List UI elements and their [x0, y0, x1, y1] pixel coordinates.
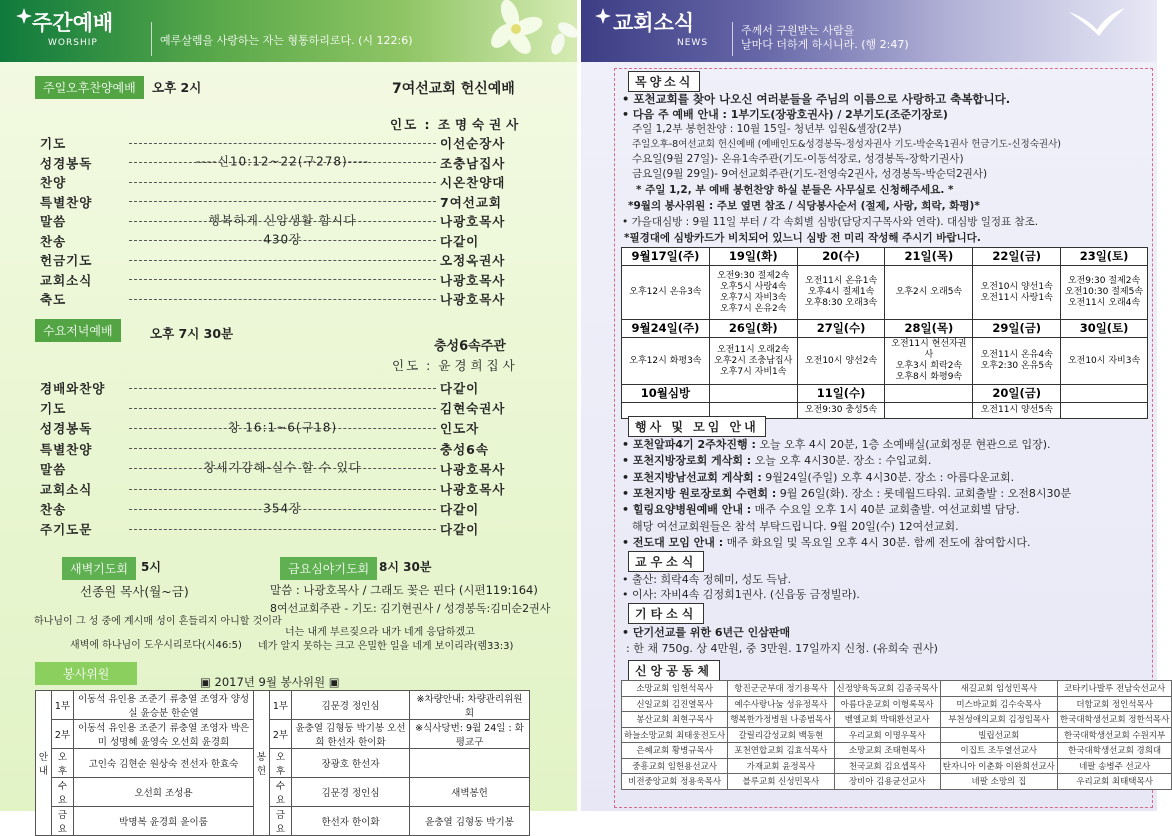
divider [151, 22, 152, 56]
community-cell: 빌립선교회 [940, 727, 1057, 743]
community-cell: 한국대학생선교회 경희대 [1057, 743, 1171, 759]
event-text: 매주 수요일 오후 1시 40분 교회출발. 여선교회별 담당. [751, 503, 1020, 517]
pastor-line-3: 주일 1,2부 봉헌찬양 : 10월 15일- 청년부 임원&셀장(2부) [632, 123, 902, 135]
schedule-cell [1061, 403, 1148, 419]
vol-slot: 수요 [270, 778, 292, 807]
divider [732, 22, 733, 56]
community-cell: 가재교회 윤정목사 [728, 758, 834, 774]
community-cell: 네팔 송병주 선교사 [1057, 758, 1171, 774]
community-table [621, 680, 1172, 790]
order-row [40, 398, 528, 418]
community-cell: 우리교회 이명우목사 [834, 727, 940, 743]
schedule-cell: 오후2시 오래5속 [885, 266, 973, 320]
verse-line-2: 날마다 더하게 하시니라. (행 2:47) [741, 38, 909, 51]
community-cell: 은혜교회 황병규목사 [622, 743, 728, 759]
schedule-cell: 오전11시 오래2속 오후2시 조충남집사 오후7시 자비1속 [709, 338, 797, 385]
order-item: 경배와찬양 [40, 381, 106, 396]
star-icon [16, 8, 32, 24]
order-detail: 354장 [263, 501, 302, 516]
dotted-leader [129, 460, 436, 475]
order-item: 기도 [40, 401, 67, 417]
community-cell: 벧엘교회 박태환선교사 [834, 712, 940, 728]
order-person: 오정옥권사 [440, 253, 506, 268]
dotted-leader [129, 232, 436, 247]
schedule-cell: 오후12시 화평3속 [622, 338, 710, 385]
order-item: 찬송 [40, 502, 67, 518]
event-item [622, 501, 1020, 517]
order-row [40, 172, 528, 192]
schedule-cell: 오전9:30 절제2속 오후5시 사랑4속 오후7시 자비3속 오후7시 온유2속 [709, 266, 797, 320]
pastor-line-7: * 주일 1,2, 부 예배 봉헌찬양 하실 분들은 사무실로 신청해주세요. * [636, 184, 954, 196]
event-text: 9월24일(주일) 오후 4시30분. 장소 : 아름다운교회. [761, 470, 1015, 484]
news-title: 교회소식 [613, 11, 695, 35]
vol-names: 이동석 유인용 조준기 류충열 조영자 양성실 윤승분 한순열 [74, 691, 254, 720]
volunteer-row [36, 720, 530, 749]
schedule-cell [885, 403, 973, 419]
community-cell: 우리교회 최태택목사 [1057, 774, 1171, 790]
schedule-cell: 11일(수) [797, 385, 885, 403]
leader-name: 조명숙권사 [437, 117, 524, 132]
wednesday-service-title: 충성6속주관 [434, 339, 506, 354]
order-row [40, 133, 528, 153]
dawn-verse-2: 새벽에 하나님이 도우시리로다(시46:5) [70, 640, 242, 651]
header-verse [741, 24, 909, 52]
schedule-cell: 오전10시 자비3속 [1061, 338, 1148, 385]
worship-header [0, 0, 577, 62]
vol-notes: 새벽봉헌 [410, 778, 530, 807]
community-row [622, 743, 1172, 759]
vol-names: 이동석 유인용 조준기 류충열 조영자 박은미 성명혜 윤영숙 오선희 윤경희 [74, 720, 254, 749]
dotted-leader [129, 489, 436, 490]
schedule-row [622, 266, 1148, 320]
vol-slot: 수요 [52, 778, 74, 807]
order-row [40, 231, 528, 251]
members-title: 교우소식 [628, 551, 704, 572]
schedule-row [622, 338, 1148, 385]
sunday-service-badge: 주일오후찬양예배 [35, 76, 144, 99]
wednesday-leader [392, 356, 519, 374]
event-item [622, 452, 931, 468]
event-item [622, 469, 1014, 485]
schedule-cell: 오전11시 양선5속 [973, 403, 1061, 419]
order-row [40, 479, 528, 499]
schedule-cell: 21일(목) [885, 248, 973, 266]
order-item: 찬양 [40, 175, 67, 190]
vol-names: 박명복 윤경희 윤이룸 [74, 807, 254, 836]
community-row [622, 712, 1172, 728]
schedule-cell: 20일(금) [973, 385, 1061, 403]
order-person: 이선순장사 [440, 136, 506, 151]
community-cell: 이집트 조두열선교사 [940, 743, 1057, 759]
offering-label: 봉헌 [254, 691, 270, 836]
schedule-cell: 28일(목) [885, 320, 973, 338]
event-item [622, 436, 1051, 452]
schedule-cell: 27일(수) [797, 320, 885, 338]
order-person: 나광호목사 [440, 461, 506, 477]
community-cell: 장비아 김용균선교사 [834, 774, 940, 790]
volunteer-row [36, 807, 530, 836]
vol-notes [410, 749, 530, 778]
vol-names: 장광호 한선자 [292, 749, 410, 778]
schedule-cell: 오전9:30 절제2속 오전10:30 절제5속 오전11시 오래4속 [1061, 266, 1148, 320]
order-person: 7여선교회 [440, 194, 502, 210]
sunday-service-title: 7여선교회 헌신예배 [392, 81, 515, 97]
community-cell: 코타키나발루 전남숙선교사 [1057, 681, 1171, 697]
vol-slot: 1부 [270, 691, 292, 720]
order-row [40, 153, 528, 173]
vol-slot: 2부 [270, 720, 292, 749]
volunteer-row [36, 691, 530, 720]
order-row [40, 439, 528, 459]
members-line-1: • 출산: 희락4속 정혜미, 성도 득남. [622, 573, 792, 586]
order-person: 인도자 [440, 421, 480, 437]
events-title: 행사 및 모임 안내 [628, 416, 766, 437]
order-row [40, 499, 528, 519]
community-cell: 하늘소망교회 최태웅전도사 [622, 727, 728, 743]
event-label: • 전도대 모임 안내 : [622, 535, 724, 549]
vol-slot: 1부 [52, 691, 74, 720]
vol-slot: 오후 [270, 749, 292, 778]
community-cell: 봉산교회 최현구목사 [622, 712, 728, 728]
other-news-title: 기타소식 [628, 603, 704, 624]
order-detail: 창 16:1~6(구18) [227, 420, 338, 435]
community-cell: 새길교회 임성민목사 [940, 681, 1057, 697]
schedule-cell [885, 385, 973, 403]
order-row [40, 250, 528, 270]
order-row [40, 378, 528, 398]
schedule-cell: 오전9:30 충성5속 [797, 403, 885, 419]
schedule-cell: 오전10시 양선2속 [797, 338, 885, 385]
community-cell: 한국대학생선교회 정한석목사 [1057, 712, 1171, 728]
order-row [40, 519, 528, 539]
pastor-line-6: 금요일(9월 29일)- 9여선교회주관(기도-전영숙2권사, 성경봉독-박순덕2권사) [632, 168, 988, 180]
community-row [622, 696, 1172, 712]
other-line-2: : 한 채 750g. 상 4만원, 중 3만원. 17일까지 신청. (유희숙 권사) [626, 642, 938, 655]
community-cell: 갈릴리감성교회 백동현 [728, 727, 834, 743]
order-item: 교회소식 [40, 482, 93, 497]
volunteers-badge: 봉사위원 [35, 662, 137, 685]
volunteer-row [36, 778, 530, 807]
leader-name: 윤경희집사 [438, 358, 519, 373]
dawn-prayer-time: 5시 [141, 560, 161, 574]
order-item: 특별찬양 [40, 441, 93, 457]
order-person: 다같이 [440, 502, 480, 518]
community-cell: 부천성애의교회 김정임목사 [940, 712, 1057, 728]
event-label: • 힐링요양병원예배 안내 : [622, 503, 752, 517]
dotted-leader [129, 388, 436, 389]
schedule-cell: 오전10시 양선1속 오전11시 사랑1속 [973, 266, 1061, 320]
order-person: 나광호목사 [440, 482, 506, 497]
order-detail: 창세기강해-실수 할 수 있다 [203, 460, 362, 475]
dotted-leader [129, 501, 436, 516]
order-row [40, 211, 528, 231]
friday-prayer-time: 8시 30분 [379, 560, 432, 574]
schedule-row [622, 320, 1148, 338]
community-cell: 블루교회 신성민목사 [728, 774, 834, 790]
schedule-cell: 오전11시 현선자권사 오후3시 희락2속 오후8시 화평9속 [885, 338, 973, 385]
community-cell: 소망교회 임헌석목사 [622, 681, 728, 697]
pastor-line-4: 주일오후-8여선교회 헌신예배 (예배인도&성경봉독-정성자권사 기도-박순옥1권사 헌금기도-신정숙권사) [632, 139, 1061, 150]
event-item [622, 534, 1031, 550]
vol-slot: 2부 [52, 720, 74, 749]
vol-slot: 금요 [270, 807, 292, 836]
worship-page [0, 0, 577, 835]
friday-prayer-badge: 금요심야기도회 [280, 557, 377, 580]
verse-line-1: 주께서 구원받는 사람을 [741, 24, 855, 37]
wednesday-service-badge: 수요저녁예배 [35, 319, 121, 342]
event-label: • 포천지방 원로장로회 수련회 : [622, 486, 777, 500]
community-row [622, 727, 1172, 743]
event-text: 오늘 오후 4시30분. 장소 : 수입교회. [751, 454, 932, 468]
dotted-leader [129, 420, 436, 435]
schedule-cell: 26일(화) [709, 320, 797, 338]
order-item: 찬송 [40, 233, 67, 249]
community-row [622, 758, 1172, 774]
order-row [40, 459, 528, 479]
order-person: 김현숙권사 [440, 401, 506, 417]
vol-notes: ※차량안내: 차량관리위원회 [410, 691, 530, 720]
schedule-cell: 오전11시 온유1속 오후4시 절제1속 오후8:30 오래3속 [797, 266, 885, 320]
order-item: 특별찬양 [40, 194, 93, 210]
event-item [632, 518, 959, 534]
pastor-line-5: 수요일(9월 27일)- 온유1속주관(기도-이동석장로, 성경봉독-장학기권사) [632, 153, 964, 165]
pastor-line-9: • 가을대심방 : 9월 11일 부터 / 각 속회별 심방(담당지구목사와 연락). 대심방 일정표 참조. [622, 216, 1039, 228]
news-subtitle: NEWS [677, 38, 709, 48]
vol-notes: ※식사당번: 9월 24일 : 화평교구 [410, 720, 530, 749]
community-cell: 포천연합교회 김효석목사 [728, 743, 834, 759]
dotted-leader [129, 299, 436, 300]
order-detail: ----신10:12~22(구278)---- [196, 154, 369, 169]
friday-verse-2: 네가 알지 못하는 크고 은밀한 일을 네게 보이리라(렘33:3) [258, 641, 514, 652]
order-person: 다같이 [440, 233, 480, 249]
header-verse: 예루살렘을 사랑하는 자는 형통하리로다. (시 122:6) [160, 34, 413, 47]
community-title: 신앙공동체 [628, 660, 720, 681]
community-cell: 신일교회 김진열목사 [622, 696, 728, 712]
community-cell: 네팔 소망의 집 [940, 774, 1057, 790]
wednesday-service-time: 오후 7시 30분 [150, 326, 234, 341]
community-cell: 중흥교회 임헌용선교사 [622, 758, 728, 774]
dotted-leader [129, 260, 436, 261]
guide-label: 안내 [36, 691, 52, 836]
schedule-cell [1061, 385, 1148, 403]
schedule-cell: 9월24일(주) [622, 320, 710, 338]
volunteers-table [35, 690, 530, 836]
dawn-verse-1: 하나님이 그 성 중에 계시매 성이 흔들리지 아니할 것이라 [34, 616, 282, 627]
order-item: 말씀 [40, 214, 67, 229]
schedule-cell: 오후12시 온유3속 [622, 266, 710, 320]
event-text: 오늘 오후 4시 20분, 1층 소예배실(교회정문 현관으로 입장). [755, 438, 1051, 451]
schedule-cell: 20(수) [797, 248, 885, 266]
vol-notes: 윤충열 김형동 박기봉 [410, 807, 530, 836]
order-row [40, 270, 528, 290]
dotted-leader [129, 201, 436, 202]
order-person: 조충남집사 [440, 155, 506, 171]
friday-sub: 8여선교회주관 - 기도: 김기현권사 / 성경봉독:김미순2권사 [270, 602, 551, 615]
dawn-prayer-badge: 새벽기도회 [62, 557, 136, 580]
event-text: 해당 여선교회원들은 참석 부탁드립니다. 9월 20일(수) 12여선교회. [632, 519, 959, 533]
event-item [622, 485, 1071, 501]
vol-names: 고인숙 김현순 원상숙 전선자 한효숙 [74, 749, 254, 778]
order-item: 헌금기도 [40, 253, 93, 268]
order-item: 축도 [40, 292, 67, 307]
dotted-leader [129, 279, 436, 280]
schedule-cell: 30일(토) [1061, 320, 1148, 338]
pastor-line-10: *필경대에 심방카드가 비치되어 있느니 심방 전 미리 작성해 주시기 바랍니다. [624, 232, 981, 244]
friday-message: 말씀 : 나광호목사 / 그래도 꽃은 핀다 (시편119:164) [270, 583, 538, 597]
community-cell: 탄자니아 이춘화 이완희선교사 [940, 758, 1057, 774]
leader-label: 인도 : [392, 358, 433, 373]
members-line-2: • 이사: 자비4속 김정희1권사. (신읍동 금정빌라). [622, 588, 860, 601]
schedule-cell [709, 385, 797, 403]
volunteers-title: ▣ 2017년 9월 봉사위원 ▣ [200, 675, 340, 689]
vol-names: 한선자 한이화 [292, 807, 410, 836]
community-cell: 천국교회 김요셉목사 [834, 758, 940, 774]
dotted-leader [129, 154, 436, 169]
dotted-leader [129, 182, 436, 183]
order-detail: 행복하게 신앙생활 합시다 [208, 213, 357, 228]
volunteer-row [36, 749, 530, 778]
pastor-line-2: • 다음 주 예배 안내 : 1부기도(장광호권사) / 2부기도(조준기장로) [622, 108, 948, 121]
star-icon [595, 8, 611, 24]
community-cell: 행복한가정병원 나종범목사 [728, 712, 834, 728]
order-person: 나광호목사 [440, 292, 506, 307]
community-cell: 비전중앙교회 정용욱목사 [622, 774, 728, 790]
order-row [40, 289, 528, 309]
worship-title: 주간예배 [32, 11, 114, 35]
community-cell: 항진군군부대 정기용목사 [728, 681, 834, 697]
order-person: 나광호목사 [440, 214, 506, 229]
order-person: 시온찬양대 [440, 175, 506, 190]
event-label: • 포천지방남선교회 게삭회 : [622, 470, 762, 484]
pastor-line-8: *9월의 봉사위원 : 주보 옆면 참조 / 식당봉사순서 (절제, 사랑, 희락, 화평)* [628, 200, 980, 212]
community-cell: 더함교회 정인석목사 [1057, 696, 1171, 712]
dotted-leader [129, 448, 436, 449]
order-person: 충성6속 [440, 441, 489, 457]
order-row [40, 418, 528, 438]
dotted-leader [129, 143, 436, 144]
community-cell: 소망교회 조태현목사 [834, 743, 940, 759]
community-cell: 미스바교회 김수숙목사 [940, 696, 1057, 712]
dotted-leader [129, 408, 436, 409]
order-person: 다같이 [440, 522, 480, 538]
worship-subtitle: WORSHIP [48, 38, 98, 48]
order-item: 기도 [40, 136, 67, 151]
order-item: 성경봉독 [40, 421, 93, 437]
bird-icon [1067, 6, 1127, 46]
vol-slot: 금요 [52, 807, 74, 836]
schedule-cell: 9월17일(주) [622, 248, 710, 266]
order-person: 나광호목사 [440, 272, 506, 288]
event-text: 매주 화요일 및 목요일 오후 4시 30분. 함께 전도에 참여합시다. [723, 535, 1031, 549]
community-cell: 아름다운교회 이형록목사 [834, 696, 940, 712]
vol-slot: 오후 [52, 749, 74, 778]
news-header [581, 0, 1157, 62]
schedule-cell: 10월심방 [622, 385, 710, 403]
vol-names: 오선희 조성용 [74, 778, 254, 807]
dotted-leader [129, 529, 436, 530]
dotted-leader [129, 213, 436, 228]
visit-schedule [621, 247, 1148, 419]
order-detail: 430장 [263, 232, 302, 247]
schedule-cell: 19일(화) [709, 248, 797, 266]
schedule-cell: 29일(금) [973, 320, 1061, 338]
order-item: 주기도문 [40, 522, 93, 538]
pastor-line-1: • 포천교회를 찾아 나오신 여러분들을 주님의 이름으로 사랑하고 축복합니다. [622, 92, 1011, 106]
flower-icon [450, 0, 577, 62]
vol-names: 윤충열 김형동 박기봉 오선희 한선자 한이화 [292, 720, 410, 749]
friday-verse-1: 너는 내게 부르짖으라 내가 네게 응답하겠고 [285, 627, 475, 638]
order-item: 교회소식 [40, 272, 93, 288]
other-line-1: • 단기선교를 위한 6년근 인삼판매 [622, 626, 791, 639]
schedule-row [622, 248, 1148, 266]
sunday-leader [390, 115, 523, 133]
community-cell: 신정양육독교회 김종국목사 [834, 681, 940, 697]
event-label: • 포천지방장로회 게삭회 : [622, 454, 752, 468]
dawn-speaker: 선종원 목사(월~금) [80, 584, 189, 599]
schedule-cell: 오전11시 온유4속 오후2:30 온유5속 [973, 338, 1061, 385]
event-label: • 포천알파4기 2주차진행 : [622, 438, 756, 451]
leader-label: 인도 : [390, 117, 432, 132]
community-row [622, 681, 1172, 697]
sunday-service-time: 오후 2시 [152, 80, 202, 95]
schedule-cell: 23일(토) [1061, 248, 1148, 266]
vol-names: 김문경 정인심 [292, 691, 410, 720]
community-cell: 한국대학생선교회 수원지부 [1057, 727, 1171, 743]
order-person: 다같이 [440, 381, 480, 396]
event-text: 9월 26일(화). 장소 : 롯데월드타워. 교회출발 : 오전8시30분 [776, 486, 1072, 500]
schedule-cell: 22일(금) [973, 248, 1061, 266]
order-row [40, 192, 528, 212]
vol-names: 김문경 정인심 [292, 778, 410, 807]
order-item: 말씀 [40, 461, 67, 477]
schedule-row [622, 385, 1148, 403]
community-cell: 예수사랑나눔 성유정목사 [728, 696, 834, 712]
pastor-news-title: 목양소식 [628, 71, 700, 92]
community-row [622, 774, 1172, 790]
order-item: 성경봉독 [40, 155, 93, 171]
